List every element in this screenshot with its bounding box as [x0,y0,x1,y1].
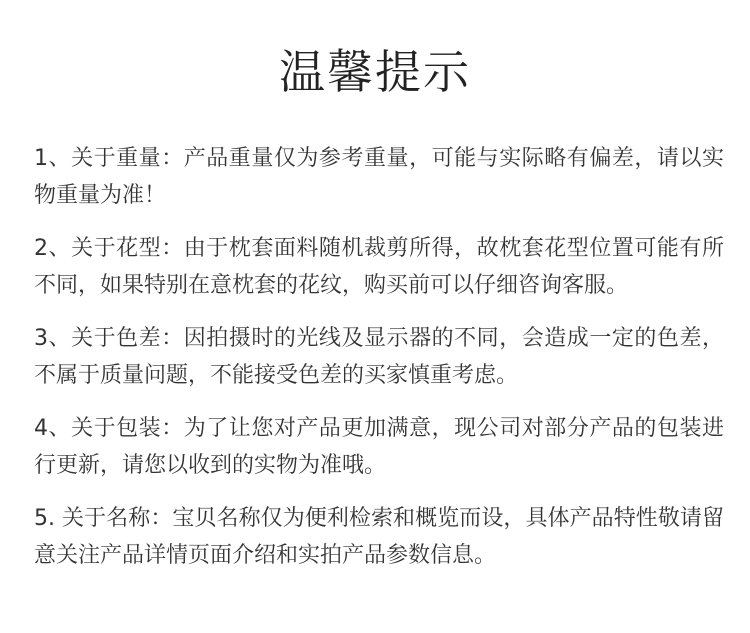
notice-item-packaging: 4、关于包装：为了让您对产品更加满意，现公司对部分产品的包装进行更新，请您以收到的实物为准哦。 [34,416,724,478]
notice-list [34,140,724,590]
notice-item-weight: 1、关于重量：产品重量仅为参考重量，可能与实际略有偏差，请以实物重量为准！ [34,146,724,208]
notice-item-pattern: 2、关于花型：由于枕套面料随机裁剪所得，故枕套花型位置可能有所不同，如果特别在意枕套的花纹，购买前可以仔细咨询客服。 [34,236,724,298]
notice-item-name: 5. 关于名称：宝贝名称仅为便利检索和概览而设，具体产品特性敬请留意关注产品详情页面介绍和实拍产品参数信息。 [34,506,724,568]
notice-item-color-difference: 3、关于色差：因拍摄时的光线及显示器的不同，会造成一定的色差，不属于质量问题，不能接受色差的买家慎重考虑。 [34,326,724,388]
page-title: 温馨提示 [279,45,471,99]
